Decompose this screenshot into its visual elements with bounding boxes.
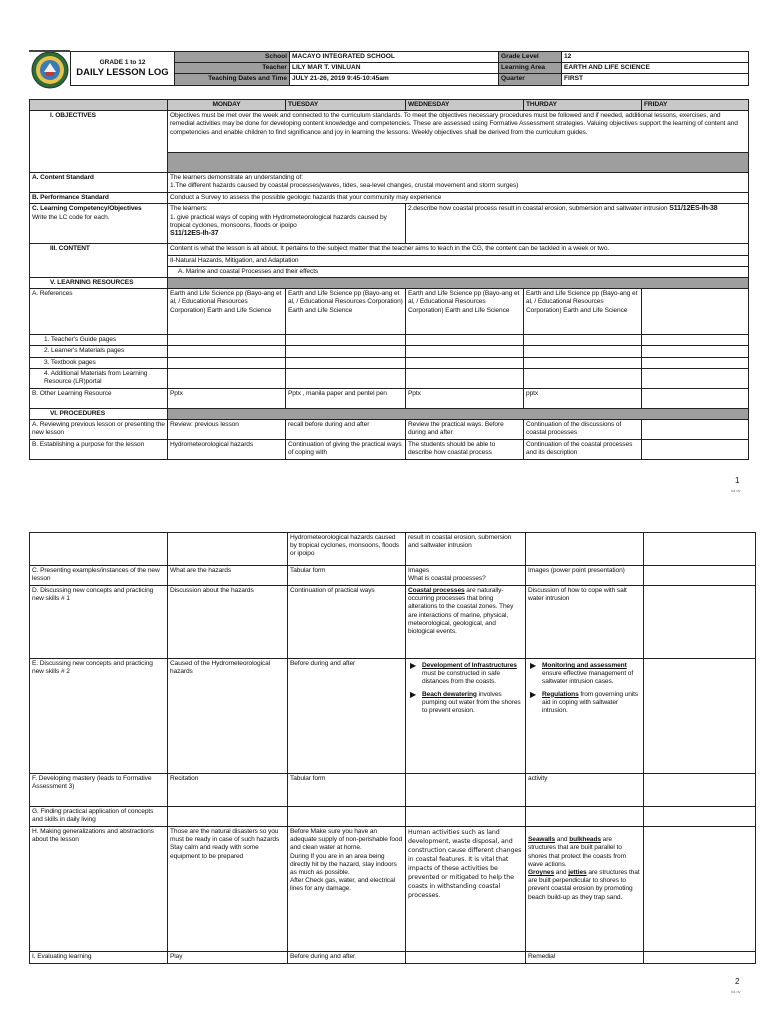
list-item-text: must be constructed in safe distances from the coasts. bbox=[422, 670, 500, 686]
jetties-term: jetties bbox=[568, 869, 587, 877]
objectives-text: Objectives must be met over the week and connected to the curriculum standards. To meet the objectives necessary procedures must be followed and if needed, additional lessons, exercises, and remedial activities may be done for developing content knowledge and competencies. These are assessed using Formative Assessment strategies. Valuing objectives support the learning of content and competencies and enable children to find significance and joy in learning the lessons. Weekly objectives shall be derived from the curriculum guides. bbox=[168, 111, 749, 153]
thursday-text-3: and bbox=[554, 869, 569, 877]
procedure-d-friday bbox=[644, 586, 756, 659]
reference-friday bbox=[642, 289, 749, 335]
procedure-g-label: G. Finding practical application of concepts and skills in daily living bbox=[30, 807, 168, 827]
procedure-b-friday bbox=[642, 440, 749, 460]
groynes-term: Groynes bbox=[528, 869, 555, 877]
reference-thursday: Earth and Life Science pp (Bayo-ang et al, / Educational Resources Corporation) Earth and Life Science bbox=[524, 289, 642, 335]
procedure-f-wednesday bbox=[406, 774, 526, 807]
list-item-term: Monitoring and assessment bbox=[542, 662, 627, 669]
procedure-c-label: C. Presenting examples/instances of the new lesson bbox=[30, 566, 168, 586]
list-item bbox=[542, 691, 641, 716]
procedure-d-tuesday: Continuation of practical ways bbox=[288, 586, 406, 659]
procedure-i-friday bbox=[644, 952, 756, 964]
procedure-e-thursday bbox=[526, 659, 644, 774]
content-standard-text bbox=[168, 173, 749, 193]
procedure-i-thursday: Remedial bbox=[526, 952, 644, 964]
resources-shaded-row bbox=[168, 278, 749, 289]
page-mark-1: kd.dv bbox=[731, 488, 741, 493]
procedure-d-wednesday bbox=[406, 586, 526, 659]
continued-friday bbox=[644, 533, 756, 566]
procedure-a-monday: Review: previous lesson bbox=[168, 420, 286, 440]
continued-label bbox=[30, 533, 168, 566]
procedure-f-friday bbox=[644, 774, 756, 807]
competency-label-line2: Write the LC code for each. bbox=[32, 213, 110, 221]
content-standard-line2: 1.The different hazards caused by coastal processes(waves, tides, sea-level changes, crustal movement and storm surges) bbox=[170, 182, 519, 190]
procedure-c-thursday: Images (power point presentation) bbox=[526, 566, 644, 586]
list-item bbox=[542, 662, 641, 687]
grade-range: GRADE 1 to 12 bbox=[99, 59, 146, 67]
procedure-e-friday bbox=[644, 659, 756, 774]
procedure-h-wednesday: Human activities such as land development, waste disposal, and construction cause different changes in coastal features. It is vital that impacts of these activities be prevented or mitigated to help the coasts in withstanding coastal processes. bbox=[406, 827, 526, 952]
procedure-b-wednesday: The students should be able to describe how coastal process bbox=[406, 440, 524, 460]
day-wednesday: WEDNESDAY bbox=[406, 100, 524, 111]
competency-right bbox=[406, 204, 749, 244]
continued-tuesday: Hydrometeorological hazards caused by tropical cyclones, monsoons, floods or ipoipo bbox=[288, 533, 406, 566]
reference-tuesday: Earth and Life Science pp (Bayo-ang et al, / Educational Resources Corporation) Earth and Life Science bbox=[286, 289, 406, 335]
page-number-2: 2 bbox=[735, 977, 740, 986]
list-item-text: from governing units aid in coping with saltwater intrusion. bbox=[542, 690, 639, 715]
other-resource-wednesday: Pptx bbox=[406, 388, 524, 408]
continued-wednesday: result in coastal erosion, submersion and saltwater intrusion bbox=[406, 533, 526, 566]
procedure-i-wednesday bbox=[406, 952, 526, 964]
mitigation-list-wednesday bbox=[408, 662, 523, 715]
learners-materials-label: 2. Learner's Materials pages bbox=[30, 346, 168, 357]
header-rule-left bbox=[29, 50, 70, 52]
procedure-e-wednesday bbox=[406, 659, 526, 774]
list-item-text: involves pumping out water from the shores to prevent erosion. bbox=[422, 690, 521, 715]
competency-right-text: 2.describe how coastal process result in coastal erosion, submersion and saltwater intrusion bbox=[408, 205, 668, 213]
procedure-h-label: H. Making generalizations and abstractions about the lesson bbox=[30, 827, 168, 952]
mitigation-list-thursday bbox=[528, 662, 641, 715]
procedure-a-friday bbox=[642, 420, 749, 440]
competency-left-head: The learners: bbox=[170, 205, 208, 213]
learning-area-value: EARTH AND LIFE SCIENCE bbox=[562, 63, 749, 74]
content-label: III. CONTENT bbox=[30, 244, 168, 278]
procedure-d-monday: Discussion about the hazards bbox=[168, 586, 288, 659]
procedure-c-monday: What are the hazards bbox=[168, 566, 288, 586]
other-resource-monday: Pptx bbox=[168, 388, 286, 408]
document-title: DAILY LESSON LOG bbox=[76, 67, 169, 79]
teaching-dates-value: JULY 21-26, 2019 9:45-10:45am bbox=[290, 74, 499, 85]
procedure-e-tuesday: Before during and after bbox=[288, 659, 406, 774]
references-label: A. References bbox=[30, 289, 168, 335]
objectives-label: I. OBJECTIVES bbox=[30, 111, 168, 173]
competency-left bbox=[168, 204, 406, 244]
procedure-i-monday: Play bbox=[168, 952, 288, 964]
content-note: Content is what the lesson is all about. It pertains to the subject matter that the teacher aims to teach in the CG, the content can be tackled in a week or two. bbox=[168, 244, 749, 255]
objectives-shaded-row bbox=[168, 153, 749, 173]
day-thursday: THURDAY bbox=[524, 100, 642, 111]
other-resource-thursday: pptx bbox=[524, 388, 642, 408]
teacher-value: LILY MAR T. VINLUAN bbox=[290, 63, 499, 74]
lesson-log-table-page2 bbox=[29, 532, 756, 964]
bulkheads-term: bulkheads bbox=[569, 836, 601, 844]
days-header-row bbox=[30, 100, 749, 111]
continued-monday bbox=[168, 533, 288, 566]
header-table bbox=[70, 51, 749, 86]
thursday-text-4: are structures that are built perpendicular to shores to prevent coastal erosion by promoting beach build-up as they trap sand. bbox=[528, 869, 640, 901]
list-item-term: Beach dewatering bbox=[422, 690, 477, 698]
teaching-dates-label: Teaching Dates and Time bbox=[175, 74, 290, 85]
quarter-value: FIRST bbox=[562, 74, 749, 85]
procedure-b-thursday: Continuation of the coastal processes and its description bbox=[524, 440, 642, 460]
content-line2: A. Marine and coastal Processes and their effects bbox=[168, 266, 749, 277]
procedure-e-monday: Caused of the Hydrometeorological hazards bbox=[168, 659, 288, 774]
procedure-a-tuesday: recall before during and after bbox=[286, 420, 406, 440]
day-monday: MONDAY bbox=[168, 100, 286, 111]
additional-materials-label: 4. Additional Materials from Learning Resource (LR)portal bbox=[30, 368, 168, 388]
procedure-g-tuesday bbox=[288, 807, 406, 827]
performance-standard-text: Conduct a Survey to assess the possible geologic hazards that your community may experience bbox=[168, 193, 749, 204]
procedure-b-label: B. Establishing a purpose for the lesson bbox=[30, 440, 168, 460]
procedure-c-friday bbox=[644, 566, 756, 586]
list-item-text: ensure effective management of saltwater intrusion cases. bbox=[542, 670, 634, 686]
procedure-a-wednesday: Review the practical ways. Before during and after bbox=[406, 420, 524, 440]
procedure-f-monday: Recitation bbox=[168, 774, 288, 807]
other-resource-tuesday: Pptx , manila paper and pentel pen bbox=[286, 388, 406, 408]
page-number-1: 1 bbox=[735, 476, 740, 485]
resources-label: V. LEARNING RESOURCES bbox=[30, 278, 168, 289]
procedure-a-label: A. Reviewing previous lesson or presenting the new lesson bbox=[30, 420, 168, 440]
procedure-h-monday: Those are the natural disasters so you must be ready in case of such hazards Stay calm and ready with some equipment to be prepared bbox=[168, 827, 288, 952]
procedure-h-tuesday: Before Make sure you have an adequate supply of non-perishable food and clean water at home. During If you are in an area being directly hit by the hazard, stay indoors as much as possible. After Check gas, water, and electrical lines for any damage. bbox=[288, 827, 406, 952]
day-friday: FRIDAY bbox=[642, 100, 749, 111]
deped-seal-logo bbox=[31, 51, 69, 89]
school-value: MACAYO INTEGRATED SCHOOL bbox=[290, 52, 499, 63]
competency-label-line1: C. Learning Competency/Objectives bbox=[32, 205, 142, 213]
grade-level-label: Grade Level bbox=[499, 52, 562, 63]
content-standard-line1: The learners demonstrate an understanding of: bbox=[170, 174, 303, 182]
procedure-h-friday bbox=[644, 827, 756, 952]
procedure-h-thursday bbox=[526, 827, 644, 952]
grade-level-value: 12 bbox=[562, 52, 749, 63]
other-resource-label: B. Other Learning Resource bbox=[30, 388, 168, 408]
procedure-i-tuesday: Before during and after bbox=[288, 952, 406, 964]
thursday-text-1: and bbox=[555, 836, 570, 844]
teachers-guide-label: 1. Teacher's Guide pages bbox=[30, 335, 168, 346]
performance-standard-label: B. Performance Standard bbox=[30, 193, 168, 204]
quarter-label: Quarter bbox=[499, 74, 562, 85]
learning-area-label: Learning Area bbox=[499, 63, 562, 74]
content-line1: II-Natural Hazards, Mitigation, and Adaptation bbox=[168, 255, 749, 266]
procedure-d-thursday: Discussion of how to cope with salt water intrusion bbox=[526, 586, 644, 659]
list-item-term: Development of Infrastructures bbox=[422, 662, 517, 669]
procedure-b-monday: Hydrometeorological hazards bbox=[168, 440, 286, 460]
procedure-c-wednesday: Images What is coastal processes? bbox=[406, 566, 526, 586]
procedures-shaded-row bbox=[168, 408, 749, 419]
teacher-label: Teacher bbox=[175, 63, 290, 74]
procedure-c-tuesday: Tabular form bbox=[288, 566, 406, 586]
procedure-b-tuesday: Continuation of giving the practical ways of coping with bbox=[286, 440, 406, 460]
procedure-i-label: I. Evaluating learning bbox=[30, 952, 168, 964]
competency-left-code: S11/12ES-Ih-37 bbox=[170, 230, 219, 238]
school-label: School bbox=[175, 52, 290, 63]
procedure-g-friday bbox=[644, 807, 756, 827]
competency-left-text: 1. give practical ways of coping with Hydrometeorological hazards caused by tropical cyclones, monsoons, floods or ipoipo bbox=[170, 213, 387, 229]
coastal-processes-definition: are naturally-occurring processes that bring alterations to the coastal zones. They are interactions of marine, physical, meteorological, geological, and biological events. bbox=[408, 587, 514, 636]
list-item-term: Regulations bbox=[542, 690, 579, 698]
procedure-f-label: F. Developing mastery (leads to Formative Assessment 3) bbox=[30, 774, 168, 807]
procedure-g-thursday bbox=[526, 807, 644, 827]
reference-wednesday: Earth and Life Science pp (Bayo-ang et al, / Educational Resources Corporation) Earth and Life Science bbox=[406, 289, 524, 335]
procedure-e-label: E. Discussing new concepts and practicing new skills # 2 bbox=[30, 659, 168, 774]
lesson-log-table-page1 bbox=[29, 99, 749, 460]
procedure-g-monday bbox=[168, 807, 288, 827]
other-resource-friday bbox=[642, 388, 749, 408]
day-tuesday: TUESDAY bbox=[286, 100, 406, 111]
procedure-f-tuesday: Tabular form bbox=[288, 774, 406, 807]
procedure-d-label: D. Discussing new concepts and practicing new skills # 1 bbox=[30, 586, 168, 659]
procedure-f-thursday: activity bbox=[526, 774, 644, 807]
continued-thursday bbox=[526, 533, 644, 566]
page-mark-2: kd.dv bbox=[731, 989, 741, 994]
procedure-a-thursday: Continuation of the discussions of coastal processes bbox=[524, 420, 642, 440]
textbook-label: 3. Textbook pages bbox=[30, 357, 168, 368]
list-item bbox=[422, 691, 523, 716]
procedure-g-wednesday bbox=[406, 807, 526, 827]
content-standard-label: A. Content Standard bbox=[30, 173, 168, 193]
list-item bbox=[422, 662, 523, 687]
competency-label bbox=[30, 204, 168, 244]
competency-right-code: S11/12ES-Ih-38 bbox=[669, 205, 718, 213]
seawalls-term: Seawalls bbox=[528, 836, 556, 844]
procedures-label: VI. PROCEDURES bbox=[30, 408, 168, 419]
coastal-processes-term: Coastal processes bbox=[408, 587, 465, 594]
reference-monday: Earth and Life Science pp (Bayo-ang et al, / Educational Resources Corporation) Earth and Life Science bbox=[168, 289, 286, 335]
thursday-text-2: are structures that are built parallel to shores that protect the coasts from wave actions. bbox=[528, 836, 627, 868]
